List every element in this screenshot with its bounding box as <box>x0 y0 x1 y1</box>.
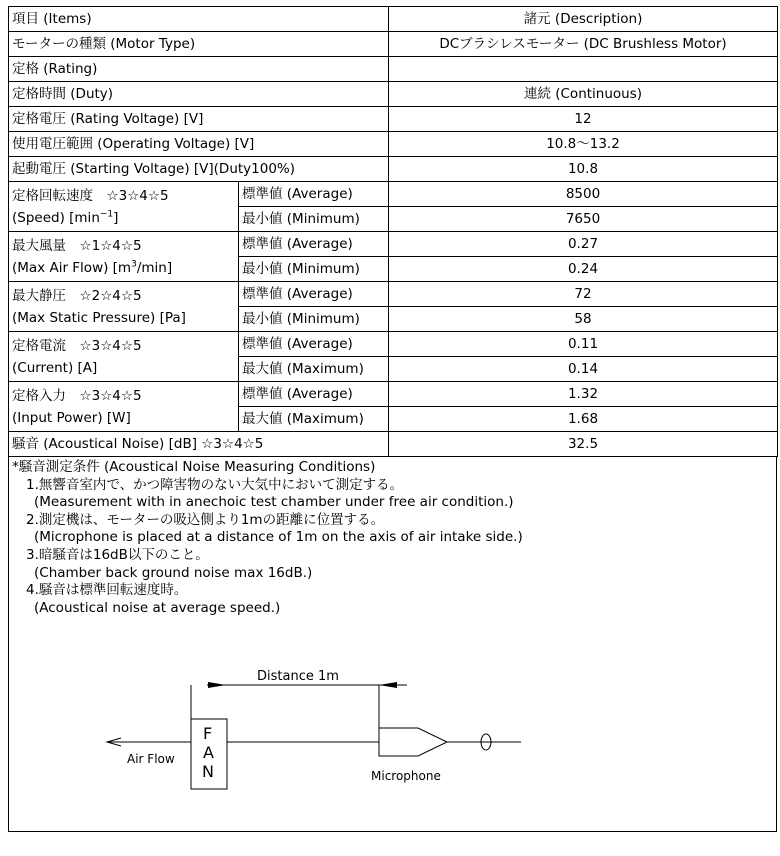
table-row <box>9 82 778 107</box>
note-line: (Microphone is placed at a distance of 1m on the axis of air intake side.) <box>34 529 523 546</box>
table-row <box>9 432 778 457</box>
input-power-maximum-value: 1.68 <box>389 407 778 432</box>
duty-value: 連続 (Continuous) <box>389 82 778 107</box>
speed-minimum-label: 最小値 (Minimum) <box>239 207 389 232</box>
input-power-average-value: 1.32 <box>389 382 778 407</box>
table-row <box>9 157 778 182</box>
speed-label-line2: (Speed) $[\min^{-1}]$ <box>12 209 119 226</box>
static-pressure-minimum-label: 最小値 (Minimum) <box>239 307 389 332</box>
current-label-line2: (Current) [A] <box>12 360 98 376</box>
measurement-diagram <box>9 457 776 831</box>
table-row <box>9 132 778 157</box>
air-flow-average-label: 標準値 (Average) <box>239 232 389 257</box>
dimension-arrow-left <box>208 682 226 688</box>
static-pressure-average-value: 72 <box>389 282 778 307</box>
fan-letter: F <box>203 724 213 743</box>
fan-letter: N <box>202 762 214 781</box>
note-line: 1.無響音室内で、かつ障害物のない大気中において測定する。 <box>26 476 404 493</box>
air-flow-minimum-label: 最小値 (Minimum) <box>239 257 389 282</box>
air-flow-label-line1: 最大風量 ☆1☆4☆5 <box>12 238 142 254</box>
operating-voltage-label: 使用電圧範囲 (Operating Voltage) [V] <box>9 132 389 157</box>
speed-label <box>9 182 239 232</box>
microphone-label: Microphone <box>371 769 441 783</box>
current-label-line1: 定格電流 ☆3☆4☆5 <box>12 338 142 354</box>
operating-voltage-value: 10.8～13.2 <box>389 132 778 157</box>
input-power-label <box>9 382 239 432</box>
duty-label: 定格時間 (Duty) <box>9 82 389 107</box>
note-line: 4.騒音は標準回転速度時。 <box>26 582 188 599</box>
table-row <box>9 282 778 307</box>
speed-label-line1: 定格回転速度 ☆3☆4☆5 <box>12 188 169 204</box>
static-pressure-label-line1: 最大静圧 ☆2☆4☆5 <box>12 288 142 304</box>
noise-value: 32.5 <box>389 432 778 457</box>
items-header: 項目 (Items) <box>9 7 389 32</box>
speed-minimum-value: 7650 <box>389 207 778 232</box>
table-row <box>9 232 778 257</box>
static-pressure-label-line2: (Max Static Pressure) [Pa] <box>12 310 186 326</box>
speed-average-label: 標準値 (Average) <box>239 182 389 207</box>
air-flow-label: Air Flow <box>127 752 175 766</box>
spec-table <box>8 6 778 457</box>
noise-label: 騒音 (Acoustical Noise) [dB] ☆3☆4☆5 <box>9 432 389 457</box>
air-flow-label-line2: (Max Air Flow) $[m^3/\min]$ <box>12 259 173 276</box>
static-pressure-minimum-value: 58 <box>389 307 778 332</box>
speed-average-value: 8500 <box>389 182 778 207</box>
distance-label: Distance 1m <box>257 669 339 684</box>
table-row <box>9 57 778 82</box>
current-maximum-label: 最大値 (Maximum) <box>239 357 389 382</box>
starting-voltage-label: 起動電圧 (Starting Voltage) [V](Duty100%) <box>9 157 389 182</box>
fan-letter: A <box>203 743 214 762</box>
table-row <box>9 182 778 207</box>
microphone-icon <box>379 728 447 756</box>
rating-label: 定格 (Rating) <box>9 57 389 82</box>
description-header: 諸元 (Description) <box>389 7 778 32</box>
air-flow-average-value: 0.27 <box>389 232 778 257</box>
current-average-value: 0.11 <box>389 332 778 357</box>
header-row <box>9 7 778 32</box>
note-line: (Chamber back ground noise max 16dB.) <box>34 564 313 581</box>
current-maximum-value: 0.14 <box>389 357 778 382</box>
current-label <box>9 332 239 382</box>
spec-sheet <box>8 6 777 850</box>
input-power-label-line1: 定格入力 ☆3☆4☆5 <box>12 388 142 404</box>
rating-voltage-value: 12 <box>389 107 778 132</box>
note-line: (Measurement with in anechoic test chamber under free air condition.) <box>34 494 514 511</box>
note-line: 2.測定機は、モーターの吸込側より1mの距離に位置する。 <box>26 511 385 528</box>
current-average-label: 標準値 (Average) <box>239 332 389 357</box>
starting-voltage-value: 10.8 <box>389 157 778 182</box>
table-row <box>9 32 778 57</box>
note-line: (Acoustical noise at average speed.) <box>34 599 281 616</box>
table-row <box>9 332 778 357</box>
static-pressure-label <box>9 282 239 332</box>
motor-type-label: モーターの種類 (Motor Type) <box>9 32 389 57</box>
table-row <box>9 107 778 132</box>
air-flow-minimum-value: 0.24 <box>389 257 778 282</box>
dimension-arrow-right <box>379 682 397 688</box>
rating-voltage-label: 定格電圧 (Rating Voltage) [V] <box>9 107 389 132</box>
static-pressure-average-label: 標準値 (Average) <box>239 282 389 307</box>
rating-value <box>389 57 778 82</box>
motor-type-value: DCブラシレスモーター (DC Brushless Motor) <box>389 32 778 57</box>
table-row <box>9 382 778 407</box>
input-power-average-label: 標準値 (Average) <box>239 382 389 407</box>
input-power-maximum-label: 最大値 (Maximum) <box>239 407 389 432</box>
air-flow-label <box>9 232 239 282</box>
note-line: 3.暗騒音は16dB以下のこと。 <box>26 546 209 563</box>
input-power-label-line2: (Input Power) [W] <box>12 410 131 426</box>
notes-title: *騒音測定条件 (Acoustical Noise Measuring Conditions) <box>12 459 376 475</box>
noise-conditions-section <box>8 457 777 832</box>
